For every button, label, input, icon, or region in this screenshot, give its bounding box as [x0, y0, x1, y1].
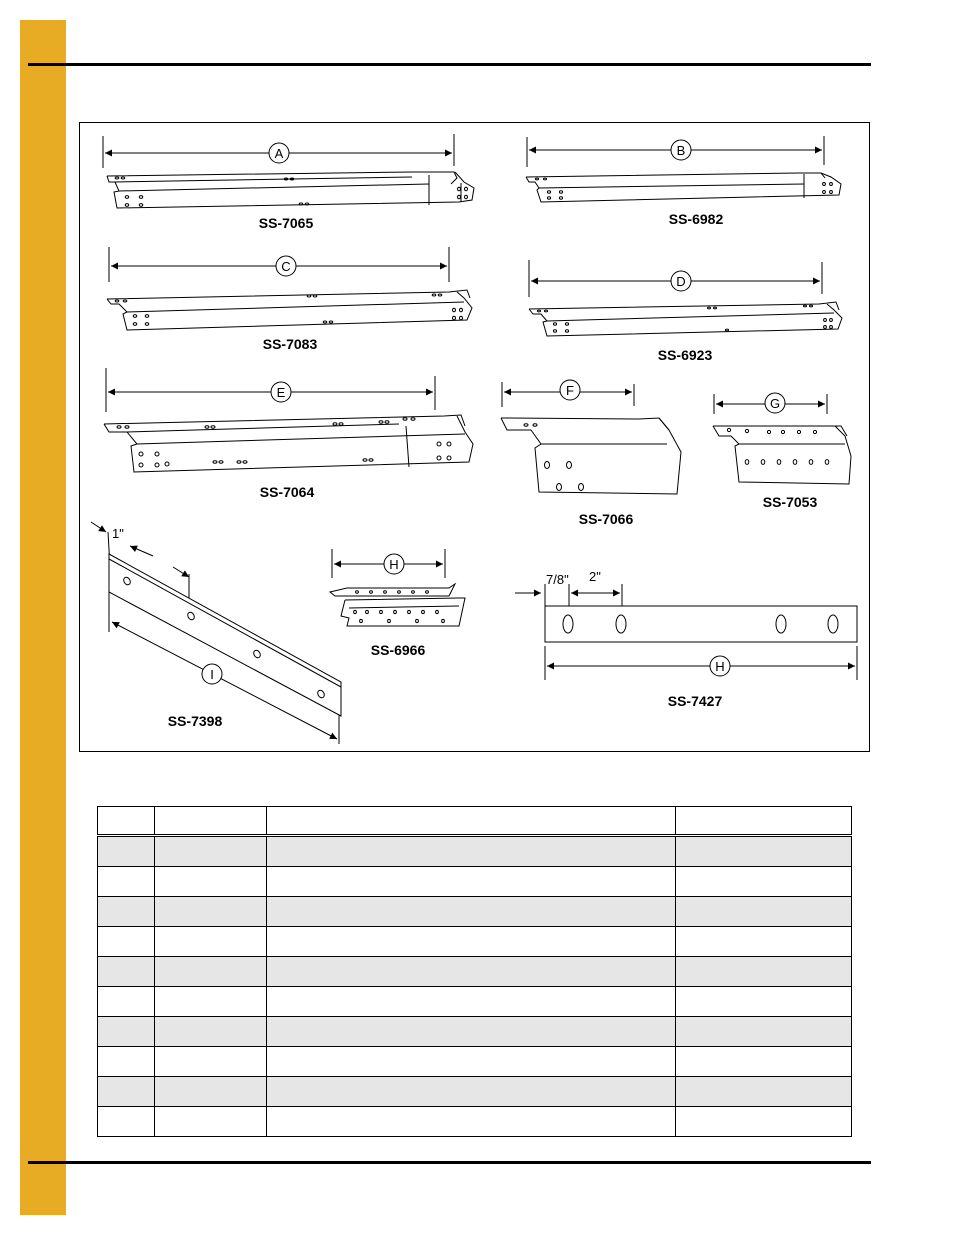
part-label-ss7398: SS-7398 [167, 713, 223, 729]
part-ss6966 [330, 549, 465, 626]
table-cell [676, 836, 852, 867]
part-label-ss7066: SS-7066 [578, 511, 634, 527]
part-label-ss6966: SS-6966 [370, 642, 426, 658]
bottom-rule [28, 1161, 871, 1164]
callout-g: G [769, 396, 781, 411]
part-ss6923 [529, 260, 842, 336]
parts-table [97, 806, 852, 1137]
table-cell [267, 927, 676, 957]
table-cell [98, 867, 155, 897]
table-cell [267, 836, 676, 867]
table-cell [267, 1077, 676, 1107]
side-color-bar [20, 20, 66, 1215]
table-header-cell [98, 807, 155, 836]
part-ss7427 [515, 569, 857, 680]
table-cell [267, 897, 676, 927]
dim-ss7398-1in: 1" [112, 526, 124, 541]
table-cell [98, 1077, 155, 1107]
table-row [98, 867, 852, 897]
part-label-ss7083: SS-7083 [262, 336, 318, 352]
table-cell [267, 867, 676, 897]
table-cell [676, 867, 852, 897]
table-cell [155, 1077, 267, 1107]
top-rule [28, 63, 871, 66]
table-cell [155, 897, 267, 927]
table-row [98, 1017, 852, 1047]
table-cell [676, 987, 852, 1017]
table-cell [155, 927, 267, 957]
table-row [98, 957, 852, 987]
part-label-ss7064: SS-7064 [259, 484, 315, 500]
table-cell [676, 897, 852, 927]
table-cell [155, 867, 267, 897]
part-label-ss7065: SS-7065 [258, 215, 314, 231]
callout-h-ss6966: H [389, 557, 399, 572]
part-ss7083 [107, 247, 472, 330]
table-cell [98, 1017, 155, 1047]
table-cell [155, 1107, 267, 1137]
table-cell [155, 836, 267, 867]
part-ss7065 [103, 134, 474, 208]
callout-i: I [210, 667, 214, 682]
parts-diagram [79, 122, 870, 752]
table-cell [155, 1017, 267, 1047]
table-row [98, 927, 852, 957]
part-label-ss6982: SS-6982 [668, 211, 724, 227]
table-cell [267, 1047, 676, 1077]
table-row [98, 836, 852, 867]
table-cell [676, 1017, 852, 1047]
table-header-cell [155, 807, 267, 836]
callout-f: F [566, 383, 574, 398]
callout-h-ss7427: H [715, 659, 725, 674]
part-ss7398 [91, 522, 341, 744]
table-row [98, 1107, 852, 1137]
part-label-ss6923: SS-6923 [657, 347, 713, 363]
part-ss7066 [501, 380, 681, 494]
table-cell [98, 897, 155, 927]
table-row [98, 987, 852, 1017]
table-cell [676, 927, 852, 957]
callout-e: E [276, 385, 286, 400]
dim-ss7427-7-8in: 7/8" [546, 572, 569, 587]
table-row [98, 1047, 852, 1077]
table-header-row [98, 807, 852, 836]
table-cell [98, 957, 155, 987]
part-ss6982 [526, 136, 841, 202]
table-cell [267, 1017, 676, 1047]
table-header-cell [267, 807, 676, 836]
callout-b: B [676, 143, 686, 158]
callout-c: C [281, 259, 291, 274]
part-label-ss7053: SS-7053 [762, 494, 818, 510]
table-cell [676, 1107, 852, 1137]
table-cell [676, 1047, 852, 1077]
table-cell [98, 927, 155, 957]
table-cell [155, 1047, 267, 1077]
table-cell [98, 836, 155, 867]
table-header-cell [676, 807, 852, 836]
part-label-ss7427: SS-7427 [667, 693, 723, 709]
dim-ss7427-2in: 2" [589, 569, 601, 584]
part-ss7053 [713, 393, 851, 484]
part-ss7064 [104, 368, 473, 472]
table-cell [98, 987, 155, 1017]
table-cell [155, 987, 267, 1017]
table-cell [155, 957, 267, 987]
table-cell [267, 957, 676, 987]
table-cell [98, 1047, 155, 1077]
table-cell [676, 1077, 852, 1107]
callout-a: A [274, 146, 284, 161]
table-cell [676, 957, 852, 987]
table-row [98, 1077, 852, 1107]
table-row [98, 897, 852, 927]
table-cell [267, 1107, 676, 1137]
callout-d: D [676, 274, 686, 289]
table-cell [267, 987, 676, 1017]
table-cell [98, 1107, 155, 1137]
